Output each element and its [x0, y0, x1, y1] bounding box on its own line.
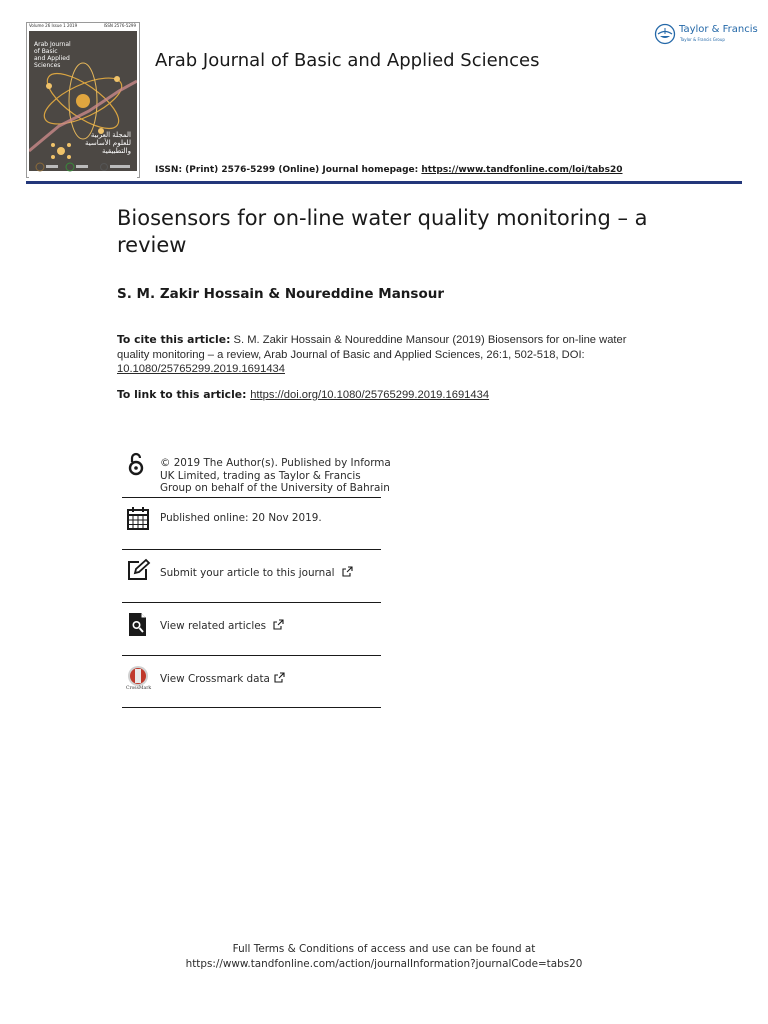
related-articles-icon [124, 610, 154, 640]
cover-artwork [29, 31, 137, 171]
publisher-name: Taylor & Francis [679, 24, 758, 35]
citation-block [117, 333, 647, 377]
edit-icon [124, 557, 154, 587]
issn-text: ISSN: (Print) 2576-5299 (Online) Journal homepage: [155, 165, 422, 175]
article-title: Biosensors for on-line water quality monitoring – a review [117, 206, 648, 257]
article-doi-link[interactable]: https://doi.org/10.1080/25765299.2019.1691434 [250, 389, 490, 401]
calendar-icon [124, 504, 154, 534]
publisher-group: Taylor & Francis Group [680, 37, 725, 42]
info-divider [122, 707, 381, 708]
crossmark-link[interactable]: View Crossmark data [160, 672, 285, 686]
terms-url-link[interactable]: https://www.tandfonline.com/action/journalInformation?journalCode=tabs20 [185, 957, 583, 970]
issn-line [155, 165, 623, 175]
external-link-icon [274, 672, 285, 683]
info-divider [122, 602, 381, 603]
cover-issn: ISSN 2576-5299 [103, 23, 136, 28]
link-label: To link to this article: [117, 388, 251, 401]
cover-partner-logos [30, 160, 134, 174]
submit-article-link[interactable]: Submit your article to this journal [160, 566, 353, 580]
article-link-block [117, 388, 489, 401]
external-link-icon [273, 619, 284, 630]
info-divider [122, 549, 381, 550]
info-divider [122, 497, 381, 498]
open-access-icon [124, 450, 154, 480]
cover-volume-line: Volume 26 Issue 1 2019 [29, 23, 78, 28]
cite-label: To cite this article: [117, 333, 231, 346]
terms-footer [0, 942, 768, 971]
article-authors[interactable]: S. M. Zakir Hossain & Noureddine Mansour [117, 286, 444, 302]
info-divider [122, 655, 381, 656]
external-link-icon [342, 566, 353, 577]
cover-arabic-title: المجلة العربية للعلوم الأساسية والتطبيقية [85, 131, 131, 155]
journal-cover-image [26, 22, 140, 178]
cite-text: S. M. Zakir Hossain & Noureddine Mansour (2019) Biosensors for on-line water quality monitoring – a review, Arab Journal of Basic and Applied Sciences, 26:1, 502-518, DOI: [117, 334, 627, 361]
cover-title: Arab Journal of Basic and Applied Sciences [34, 41, 71, 69]
crossmark-icon-label: CrossMark [126, 686, 152, 691]
journal-homepage-link[interactable]: https://www.tandfonline.com/loi/tabs20 [421, 165, 623, 175]
published-date: Published online: 20 Nov 2019. [160, 512, 322, 524]
open-access-notice: © 2019 The Author(s). Published by Informa UK Limited, trading as Taylor & Francis Group on behalf of the University of Bahrain [160, 457, 391, 495]
journal-title[interactable]: Arab Journal of Basic and Applied Sciences [155, 50, 540, 71]
terms-line: Full Terms & Conditions of access and use can be found at [232, 943, 536, 955]
cite-doi-link[interactable]: 10.1080/25765299.2019.1691434 [117, 363, 285, 376]
taylor-francis-logo-icon [654, 22, 678, 46]
header-divider [26, 181, 742, 184]
related-articles-link[interactable]: View related articles [160, 619, 284, 633]
